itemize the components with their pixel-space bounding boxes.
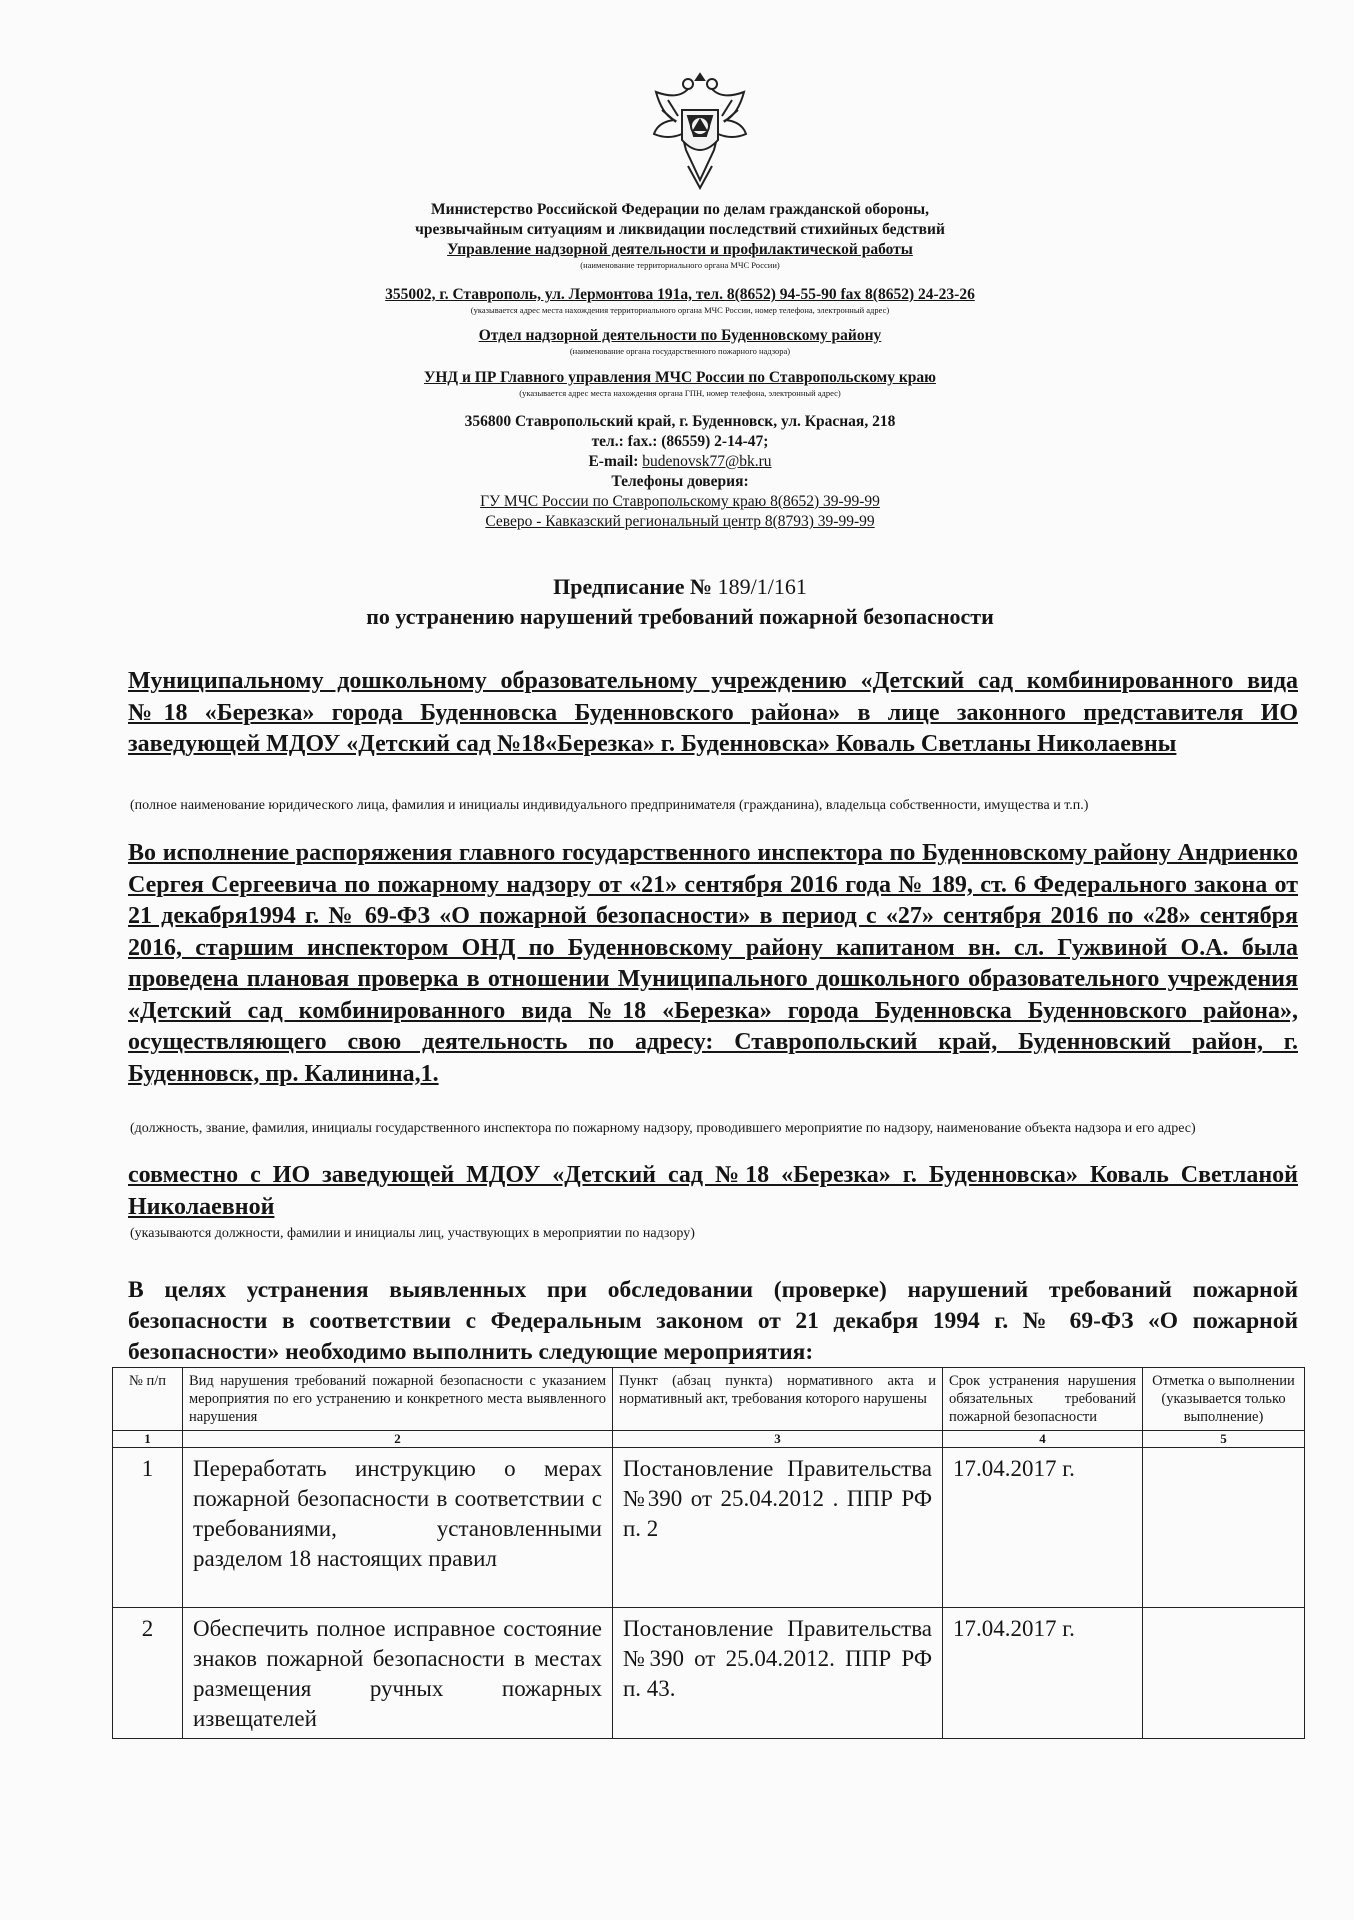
email-line bbox=[160, 452, 1200, 472]
addressee-caption: (полное наименование юридического лица, фамилия и инициалы индивидуального предпринимателя (гражданина), владельца собственности, имущества и т.п.) bbox=[130, 798, 1089, 813]
order-title-line-2: по устранению нарушений требований пожарной безопасности bbox=[366, 604, 994, 629]
address-caption: (указывается адрес места нахождения территориального органа МЧС России, номер телефона, электронный адрес) bbox=[470, 305, 890, 315]
row-deadline: 17.04.2017 г. bbox=[943, 1448, 1143, 1608]
directorate-block bbox=[160, 368, 1200, 398]
addressee-text: Муниципальному дошкольному образовательному учреждению «Детский сад комбинированного вида №18 «Березка» города Буденновска Буденновского района» в лице законного представителя ИО заведующей МДОУ «Детский сад №18«Березка» г. Буденновска» Коваль Светланы Николаевны bbox=[128, 668, 1298, 757]
division-caption: (наименование органа государственного пожарного надзора) bbox=[569, 346, 791, 356]
email-label: E-mail: bbox=[588, 453, 643, 470]
column-numbers-row bbox=[113, 1431, 1305, 1448]
division-block bbox=[160, 326, 1200, 356]
measures-lead: В целях устранения выявленных при обследовании (проверке) нарушений требований пожарной безопасности в соответствии с Федеральным законом от 21 декабря 1994 г. № 69-ФЗ «О пожарной безопасности» необходимо выполнить следующие мероприятия: bbox=[128, 1277, 1298, 1365]
trust-phones-label: Телефоны доверия: bbox=[611, 473, 749, 490]
basis-caption: (должность, звание, фамилия, инициалы государственного инспектора по пожарному надзору, проводившего мероприятие по надзору, наименование объекта надзора и его адрес) bbox=[130, 1121, 1196, 1136]
local-address: 356800 Ставропольский край, г. Буденновск, ул. Красная, 218 bbox=[464, 413, 896, 430]
table-row bbox=[113, 1608, 1305, 1739]
ministry-line-1: Министерство Российской Федерации по делам гражданской обороны, bbox=[431, 201, 929, 218]
directorate-name: УНД и ПР Главного управления МЧС России по Ставропольскому краю bbox=[424, 369, 936, 386]
header-num: № п/п bbox=[113, 1368, 183, 1431]
table-row bbox=[113, 1448, 1305, 1608]
division-name: Отдел надзорной деятельности по Буденновскому району bbox=[478, 327, 882, 344]
column-number: 4 bbox=[943, 1431, 1143, 1448]
row-act: Постановление Правительства №390 от 25.04.2012. ППР РФ п. 43. bbox=[613, 1608, 943, 1739]
order-title-prefix: Предписание № bbox=[553, 574, 718, 599]
row-number: 2 bbox=[113, 1608, 183, 1739]
basis-text: Во исполнение распоряжения главного государственного инспектора по Буденновскому району Андриенко Сергея Сергеевича по пожарному надзору от «21» сентября 2016 года № 189, ст. 6 Федерального закона от 21 декабря1994 г. № 69-ФЗ «О пожарной безопасности» в период с «27» сентября 2016 по «28» сентября 2016, старшим инспектором ОНД по Буденновскому району капитаном вн. сл. Гужвиной О.А. была проведена плановая проверка в отношении Муниципального дошкольного образовательного учреждения «Детский сад комбинированного вида №18 «Березка» города Буденновска Буденновского района», осуществляющего свою деятельность по адресу: Ставропольский край, Буденновский район, г. Буденновск, пр. Калинина,1. bbox=[128, 840, 1298, 1087]
column-number: 5 bbox=[1143, 1431, 1305, 1448]
row-deadline: 17.04.2017 г. bbox=[943, 1608, 1143, 1739]
column-number: 2 bbox=[183, 1431, 613, 1448]
trust-phone-1: ГУ МЧС России по Ставропольскому краю 8(8652) 39-99-99 bbox=[480, 493, 880, 510]
column-number: 1 bbox=[113, 1431, 183, 1448]
ministry-address: 355002, г. Ставрополь, ул. Лермонтова 191а, тел. 8(8652) 94-55-90 fax 8(8652) 24-23-26 bbox=[385, 286, 975, 303]
row-violation: Переработать инструкцию о мерах пожарной безопасности в соответствии с требованиями, установленными разделом 18 настоящих правил bbox=[183, 1448, 613, 1608]
column-number: 3 bbox=[613, 1431, 943, 1448]
contacts-block bbox=[160, 412, 1200, 532]
row-number: 1 bbox=[113, 1448, 183, 1608]
jointly-caption: (указываются должности, фамилии и инициалы лиц, участвующих в мероприятии по надзору) bbox=[130, 1226, 695, 1241]
ministry-header bbox=[160, 200, 1200, 270]
department-caption: (наименование территориального органа МЧС России) bbox=[580, 260, 780, 270]
row-act: Постановление Правительства №390 от 25.04.2012 . ППР РФ п. 2 bbox=[613, 1448, 943, 1608]
trust-phone-2: Северо - Кавказский региональный центр 8(8793) 39-99-99 bbox=[485, 513, 875, 530]
header-act: Пункт (абзац пункта) нормативного акта и нормативный акт, требования которого нарушены bbox=[613, 1368, 943, 1431]
row-violation: Обеспечить полное исправное состояние знаков пожарной безопасности в местах размещения ручных пожарных извещателей bbox=[183, 1608, 613, 1739]
address-block bbox=[160, 285, 1200, 315]
ministry-line-2: чрезвычайным ситуациям и ликвидации последствий стихийных бедствий bbox=[415, 221, 945, 238]
row-mark bbox=[1143, 1608, 1305, 1739]
directorate-caption: (указывается адрес места нахождения органа ГПН, номер телефона, электронный адрес) bbox=[519, 388, 841, 398]
department-name: Управление надзорной деятельности и профилактической работы bbox=[447, 241, 913, 258]
emercom-emblem-icon bbox=[648, 70, 752, 192]
measures-table bbox=[112, 1367, 1305, 1739]
order-title-line-1 bbox=[150, 572, 1210, 602]
table-header-row bbox=[113, 1368, 1305, 1431]
order-number: 189/1/161 bbox=[717, 574, 807, 599]
header-mark: Отметка о выполнении (указывается только выполнение) bbox=[1143, 1368, 1305, 1431]
email-link[interactable]: budenovsk77@bk.ru bbox=[642, 453, 772, 470]
jointly-text: совместно с ИО заведующей МДОУ «Детский сад №18 «Березка» г. Буденновска» Коваль Светланой Николаевной bbox=[128, 1162, 1298, 1220]
row-mark bbox=[1143, 1448, 1305, 1608]
header-deadline: Срок устранения нарушения обязательных требований пожарной безопасности bbox=[943, 1368, 1143, 1431]
phone-fax: тел.: fax.: (86559) 2-14-47; bbox=[591, 433, 769, 450]
header-violation: Вид нарушения требований пожарной безопасности с указанием мероприятия по его устранению и конкретного места выявленного нарушения bbox=[183, 1368, 613, 1431]
order-title bbox=[150, 572, 1210, 632]
